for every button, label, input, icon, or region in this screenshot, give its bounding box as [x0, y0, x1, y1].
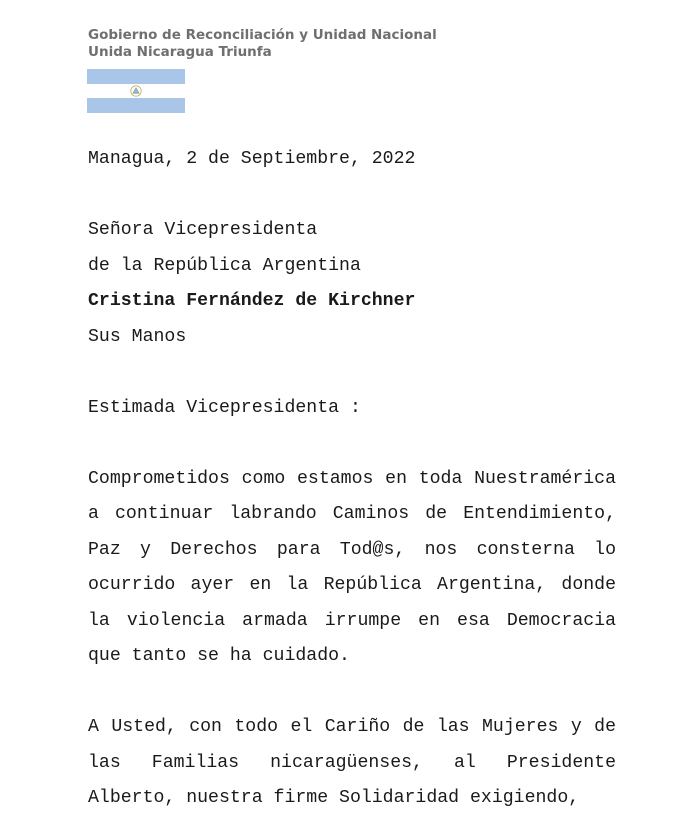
- letterhead: [88, 27, 437, 61]
- recipient-title: Señora Vicepresidenta: [88, 220, 318, 240]
- paragraph-solidarity-message: A Usted, con todo el Cariño de las Mujeres y de las Familias nicaragüenses, al Presidente Alberto, nuestra firme Solidaridad exigiendo,: [88, 717, 616, 808]
- letter-body: [88, 142, 616, 817]
- flag-top-band: [87, 69, 185, 84]
- recipient-institution: de la República Argentina: [88, 255, 361, 276]
- letterhead-slogan: Unida Nicaragua Triunfa: [88, 44, 272, 60]
- salutation: Estimada Vicepresidenta :: [88, 397, 361, 418]
- recipient-closing: Sus Manos: [88, 326, 187, 347]
- letter-date: Managua, 2 de Septiembre, 2022: [88, 149, 416, 169]
- flag-middle-band: [87, 84, 185, 99]
- recipient-name: Cristina Fernández de Kirchner: [88, 291, 416, 311]
- nicaragua-flag: [87, 69, 185, 113]
- nicaragua-coat-of-arms-icon: [130, 85, 142, 97]
- letterhead-government-name: Gobierno de Reconciliación y Unidad Nacional: [88, 27, 437, 43]
- paragraph-solidarity-context: Comprometidos como estamos en toda Nuestramérica a continuar labrando Caminos de Entendimiento, Paz y Derechos para Tod@s, nos consterna lo ocurrido ayer en la República Argentina, donde la violencia armada irrumpe en esa Democracia que tanto se ha cuidado.: [88, 468, 616, 666]
- flag-bottom-band: [87, 98, 185, 113]
